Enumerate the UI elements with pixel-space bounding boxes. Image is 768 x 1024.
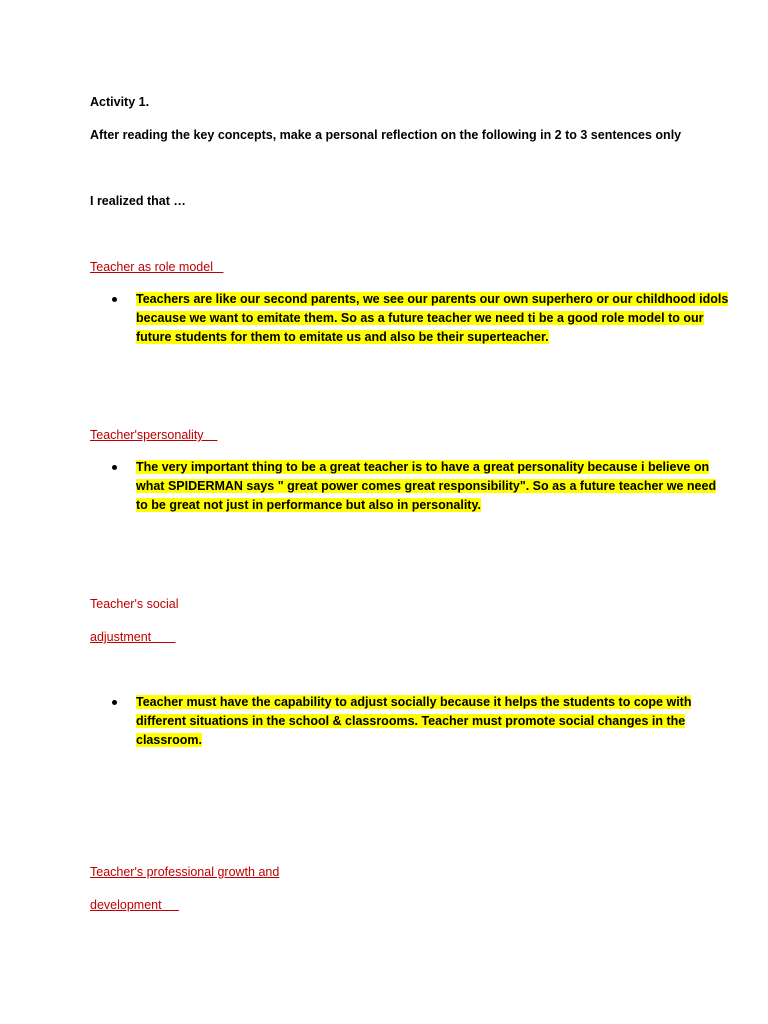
section-heading-social-2: adjustment — [90, 630, 176, 644]
section-heading-personality: Teacher'spersonality — [90, 428, 218, 442]
bullet-dot-icon — [112, 700, 117, 705]
reflection-line: The very important thing to be a great teacher is to have a great personality because i believe on — [136, 460, 710, 474]
reflection-line: Teacher must have the capability to adjust socially because it helps the students to cope with — [136, 695, 692, 709]
reflection-line: classroom. — [136, 733, 203, 747]
reflection-line: to be great not just in performance but also in personality. — [136, 498, 481, 512]
reflection-line: different situations in the school & classrooms. Teacher must promote social changes in the — [136, 714, 686, 728]
reflection-line: because we want to emitate them. So as a future teacher we need ti be a good role model to our — [136, 311, 704, 325]
section-heading-social-1: Teacher's social — [90, 597, 179, 611]
section-heading-growth-1: Teacher's professional growth and — [90, 865, 280, 879]
reflection-line: future students for them to emitate us and also be their superteacher. — [136, 330, 549, 344]
reflection-line: what SPIDERMAN says " great power comes great responsibility". So as a future teacher we need — [136, 479, 717, 493]
instruction-text: After reading the key concepts, make a personal reflection on the following in 2 to 3 sentences only — [90, 128, 682, 142]
section-heading-growth-2: development — [90, 898, 179, 912]
bullet-dot-icon — [112, 297, 117, 302]
section-heading-role-model: Teacher as role model — [90, 260, 224, 274]
bullet-dot-icon — [112, 465, 117, 470]
reflection-line: Teachers are like our second parents, we see our parents our own superhero or our childhood idols — [136, 292, 729, 306]
activity-title: Activity 1. — [90, 95, 150, 109]
lead-in-text: I realized that … — [90, 194, 186, 208]
